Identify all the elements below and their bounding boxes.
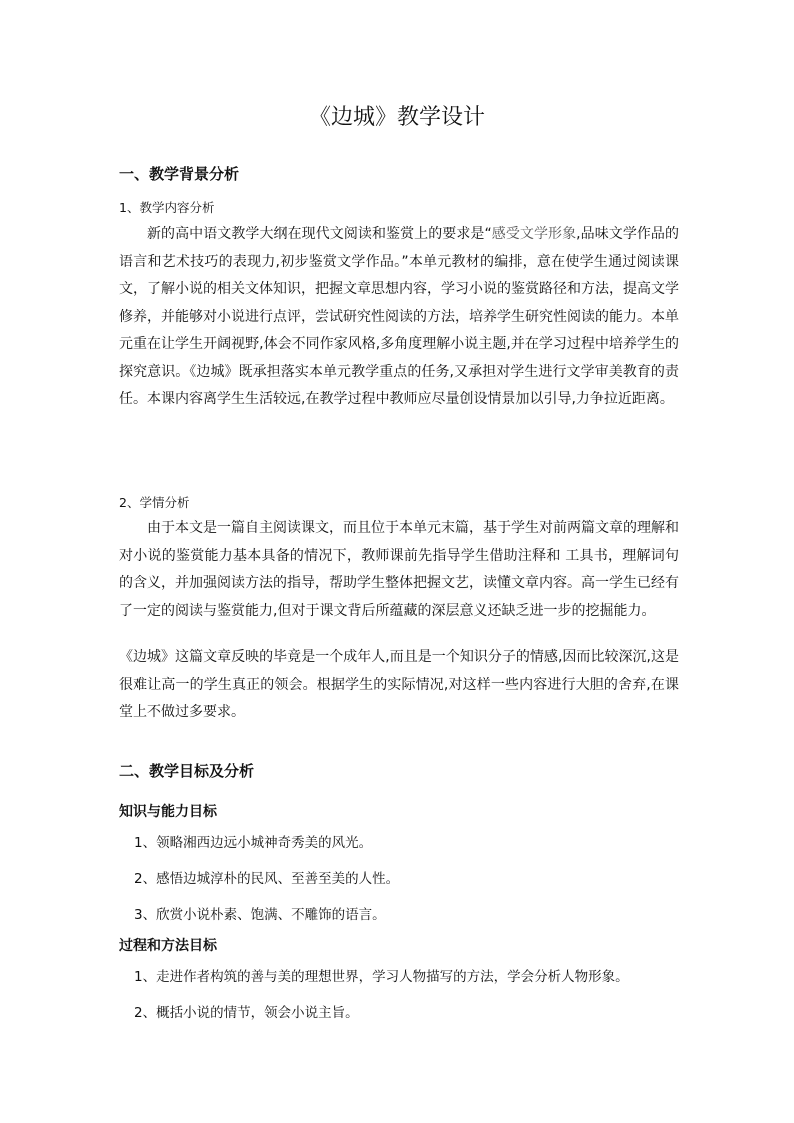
subsection-heading-learner-analysis: 2、学情分析	[119, 495, 190, 510]
subsection-heading-content-analysis: 1、教学内容分析	[119, 200, 215, 215]
section-heading-objectives: 二、教学目标及分析	[119, 762, 255, 780]
paragraph-content-analysis	[119, 221, 679, 414]
objective-item: 2、概括小说的情节，领会小说主旨。	[134, 1005, 359, 1021]
objective-item: 3、欣赏小说朴素、饱满、不雕饰的语言。	[134, 907, 386, 923]
objective-group-heading-knowledge: 知识与能力目标	[119, 804, 217, 820]
paragraph-text-after-quote: ,品味文学作品的语言和艺术技巧的表现力,初步鉴赏文学作品。”本单元教材的编排，意在使学生通过阅读课文，了解小说的相关文体知识，把握文章思想内容，学习小说的鉴赏路径和方法，提高文学修养，并能够对小说进行点评，尝试研究性阅读的方法，培养学生研究性阅读的能力。本单元重在让学生开阔视野,体会不同作家风格,多角度理解小说主题,并在学习过程中培养学生的探究意识。《边城》既承担落实本单元教学重点的任务,又承担对学生进行文学审美教育的责任。本课内容离学生生活较远,在教学过程中教师应尽量创设情景加以引导,力争拉近距离。	[119, 226, 679, 407]
document-title: 《边城》教学设计	[308, 105, 485, 130]
objective-item: 1、领略湘西边远小城神奇秀美的风光。	[134, 835, 373, 851]
paragraph-learner-analysis-2: 《边城》这篇文章反映的毕竟是一个成年人,而且是一个知识分子的情感,因而比较深沉,这是很难让高一的学生真正的领会。根据学生的实际情况,对这样一些内容进行大胆的舍弃,在课堂上不做过多要求。	[119, 649, 679, 720]
paragraph-quoted-text: 感受文学形象	[491, 226, 577, 242]
objective-group-heading-process: 过程和方法目标	[119, 938, 217, 954]
objective-item: 1、走进作者构筑的善与美的理想世界，学习人物描写的方法，学会分析人物形象。	[134, 969, 629, 985]
objective-item: 2、感悟边城淳朴的民风、至善至美的人性。	[134, 871, 400, 887]
paragraph-text-before-quote: 新的高中语文教学大纲在现代文阅读和鉴赏上的要求是“	[147, 226, 492, 242]
section-heading-background: 一、教学背景分析	[119, 165, 240, 183]
paragraph-learner-analysis-1: 由于本文是一篇自主阅读课文，而且位于本单元末篇，基于学生对前两篇文章的理解和对小说的鉴赏能力基本具备的情况下，教师课前先指导学生借助注释和 工具书，理解词句的含义，并加强阅读方法的指导，帮助学生整体把握文艺，读懂文章内容。高一学生已经有了一定的阅读与鉴赏能力,但对于课文背后所蕴藏的深层意义还缺乏进一步的挖掘能力。	[119, 520, 679, 619]
